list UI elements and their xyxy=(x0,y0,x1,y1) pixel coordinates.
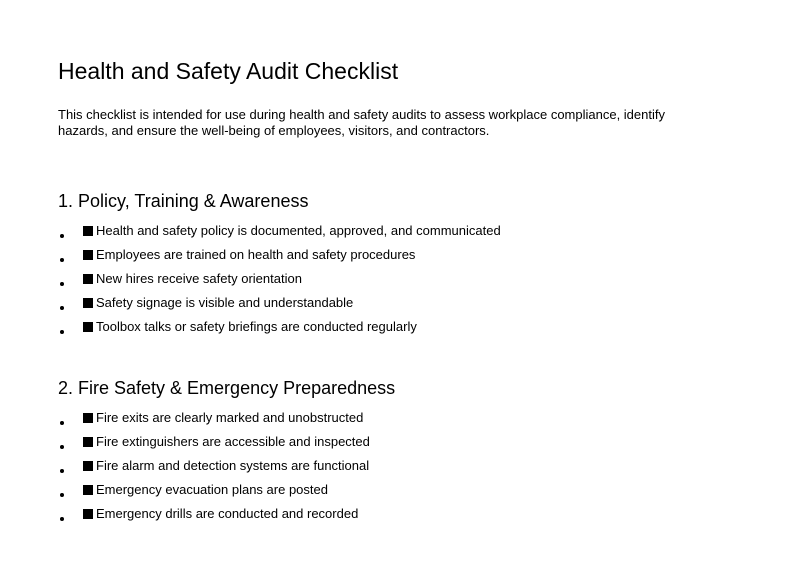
checkbox-square-icon[interactable] xyxy=(83,322,93,332)
checklist-item-text: Fire exits are clearly marked and unobstructed xyxy=(96,410,364,425)
document-title: Health and Safety Audit Checklist xyxy=(58,58,399,84)
checkbox-square-icon[interactable] xyxy=(83,437,93,447)
checklist-item-text: Safety signage is visible and understandable xyxy=(96,295,354,310)
checkbox-square-icon[interactable] xyxy=(83,298,93,308)
checkbox-square-icon[interactable] xyxy=(83,509,93,519)
intro-paragraph: This checklist is intended for use during health and safety audits to assess workplace compliance, identify hazards, and ensure the well-being of employees, visitors, and contractors. xyxy=(58,107,665,138)
checkbox-square-icon[interactable] xyxy=(83,226,93,236)
checkbox-square-icon[interactable] xyxy=(83,485,93,495)
checklist-item-text: Fire extinguishers are accessible and inspected xyxy=(96,434,370,449)
checklist-item-text: Toolbox talks or safety briefings are conducted regularly xyxy=(96,319,417,334)
checkbox-square-icon[interactable] xyxy=(83,274,93,284)
checklist-item-text: Emergency drills are conducted and recorded xyxy=(96,506,359,521)
checklist-item-text: New hires receive safety orientation xyxy=(96,271,302,286)
section-heading-fire-safety-emergency-preparedness: 2. Fire Safety & Emergency Preparedness xyxy=(58,378,396,398)
section-heading-policy-training-awareness: 1. Policy, Training & Awareness xyxy=(58,191,309,211)
checklist-item-text: Emergency evacuation plans are posted xyxy=(96,482,328,497)
checkbox-square-icon[interactable] xyxy=(83,250,93,260)
checklist-item-text: Fire alarm and detection systems are functional xyxy=(96,458,370,473)
checklist-item-text: Health and safety policy is documented, approved, and communicated xyxy=(96,223,501,238)
checklist-item-text: Employees are trained on health and safety procedures xyxy=(96,247,416,262)
checkbox-square-icon[interactable] xyxy=(83,413,93,423)
checkbox-square-icon[interactable] xyxy=(83,461,93,471)
